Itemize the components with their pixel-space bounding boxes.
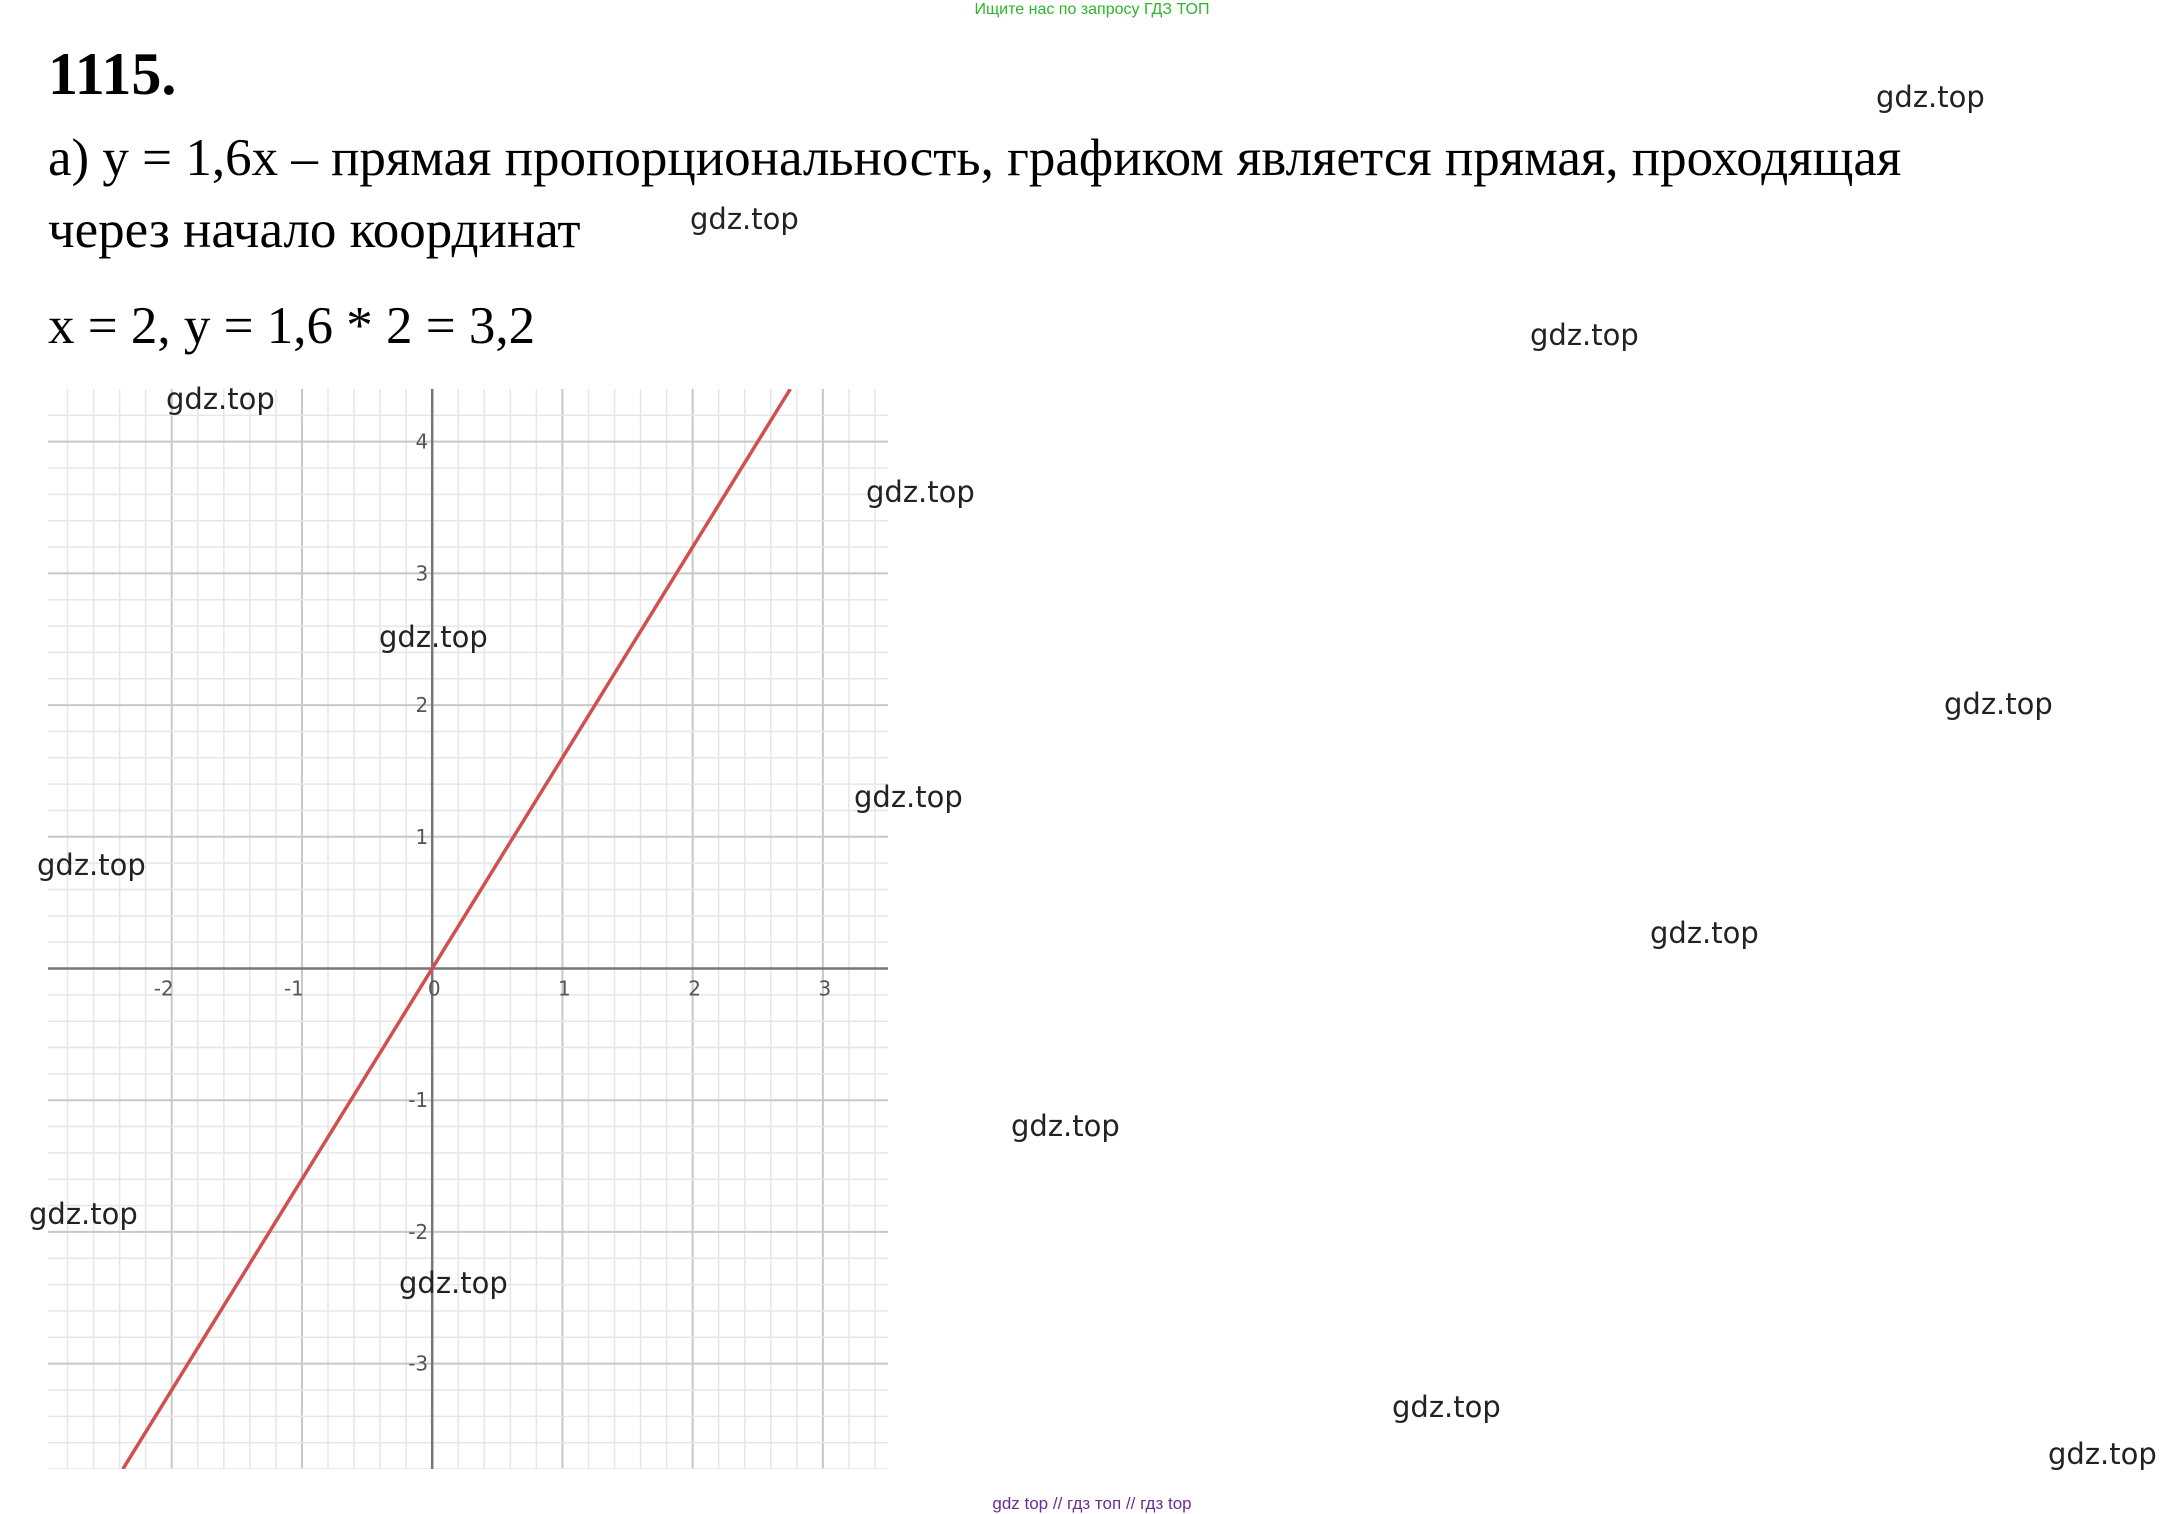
- search-banner: Ищите нас по запросу ГДЗ ТОП: [974, 1, 1210, 18]
- watermark: gdz.top: [854, 780, 963, 814]
- watermark: gdz.top: [37, 848, 146, 882]
- footer-link-2[interactable]: гдз топ: [1067, 1494, 1122, 1513]
- y-tick-label: -3: [408, 1351, 429, 1376]
- function-line: [123, 389, 790, 1469]
- solution-line-2: через начало координат: [48, 201, 581, 259]
- watermark: gdz.top: [1944, 687, 2053, 721]
- x-tick-label: 1: [558, 976, 571, 1001]
- footer-separator: //: [1125, 1494, 1136, 1513]
- y-tick-label: 1: [415, 824, 429, 849]
- y-tick-label: -2: [408, 1219, 429, 1244]
- x-tick-label: 2: [688, 976, 702, 1001]
- watermark: gdz.top: [1530, 318, 1639, 352]
- watermark: gdz.top: [379, 620, 488, 654]
- watermark: gdz.top: [1650, 916, 1759, 950]
- x-tick-label: 0: [427, 976, 441, 1001]
- footer-link-1[interactable]: gdz top: [992, 1494, 1049, 1513]
- y-tick-label: 3: [415, 561, 429, 586]
- x-tick-label: -1: [283, 976, 304, 1001]
- footer-separator: //: [1052, 1494, 1063, 1513]
- y-tick-label: 2: [415, 693, 429, 718]
- watermark: gdz.top: [1392, 1390, 1501, 1424]
- x-tick-label: -2: [153, 976, 174, 1001]
- y-tick-label: -1: [408, 1088, 429, 1113]
- watermark: gdz.top: [690, 202, 799, 236]
- function-graph: [48, 389, 888, 1469]
- footer-link-3[interactable]: гдз top: [1140, 1494, 1192, 1513]
- watermark: gdz.top: [1876, 80, 1985, 114]
- watermark: gdz.top: [29, 1197, 138, 1231]
- watermark: gdz.top: [166, 382, 275, 416]
- watermark: gdz.top: [1011, 1109, 1120, 1143]
- y-tick-label: 4: [415, 429, 429, 454]
- solution-line-1: а) y = 1,6x – прямая пропорциональность, графиком является прямая, проходящая: [48, 129, 1902, 187]
- watermark: gdz.top: [399, 1266, 508, 1300]
- watermark: gdz.top: [866, 475, 975, 509]
- x-tick-label: 3: [818, 976, 832, 1001]
- footer-links: [0, 1494, 2184, 1514]
- watermark: gdz.top: [2048, 1437, 2157, 1471]
- problem-number: 1115.: [48, 41, 177, 107]
- solution-line-3: x = 2, y = 1,6 * 2 = 3,2: [48, 297, 536, 355]
